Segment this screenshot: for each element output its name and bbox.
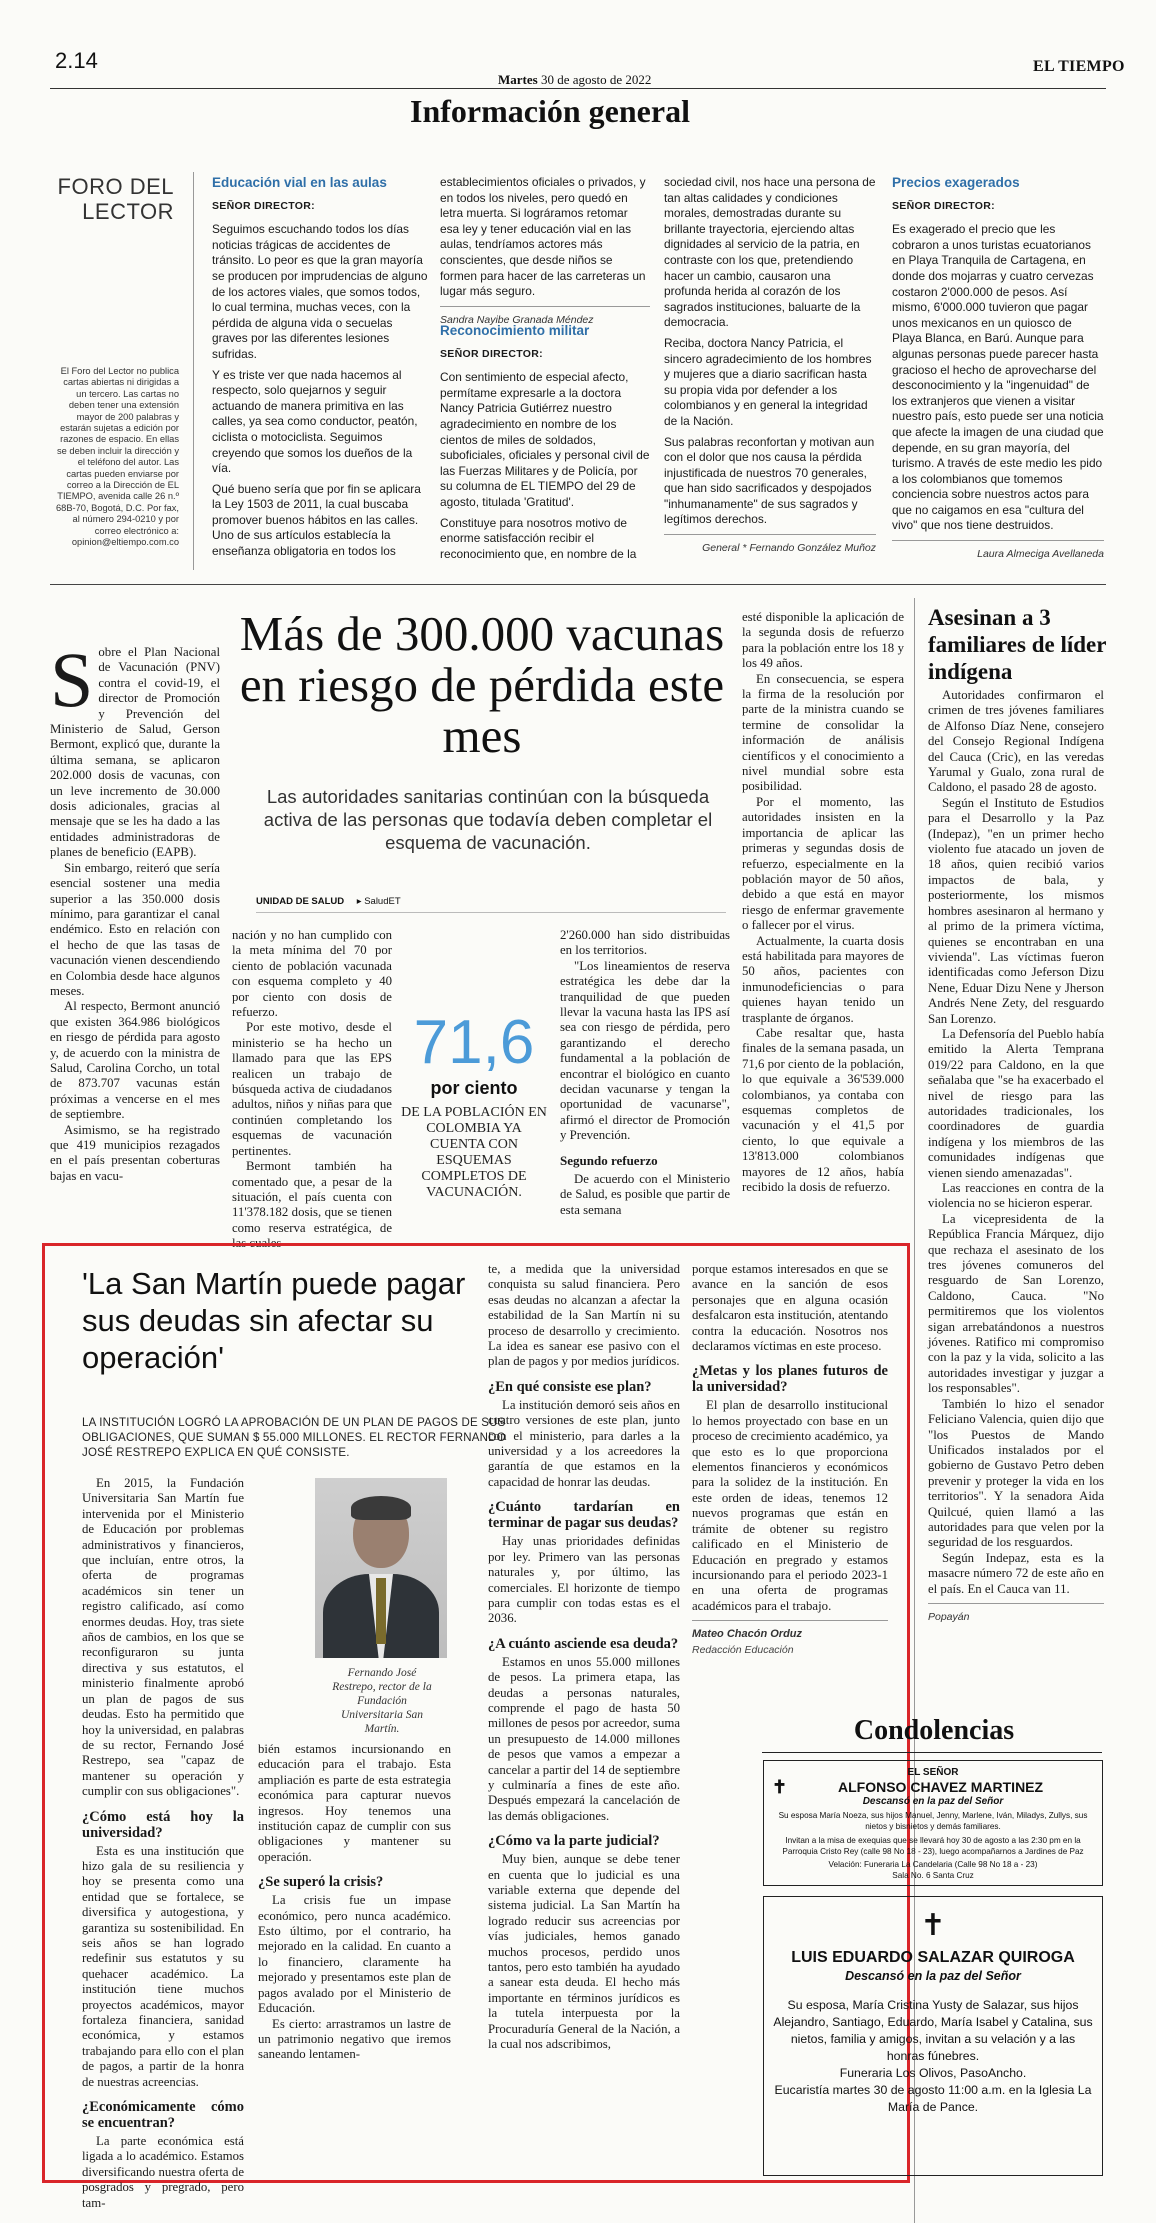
indigena-p7: Según Indepaz, esta es la masacre número 72 de este año en el país. En el Cauca van 11. [928, 1550, 1104, 1596]
obituary-salazar [763, 1896, 1103, 2176]
letter3-signature: Laura Almeciga Avellaneda [892, 540, 1104, 563]
letter3-p1: Es exagerado el precio que les cobraron a unos turistas ecuatorianos en Playa Tranquila de Cartagena, en donde dos mojarras y cuatro cervezas costaron 2'000.000 de pesos. Así mismo, 6'000.000 tuvieron que pagar unos mexicanos en un quiosco de Playa Blanca, en Barú. Aunque para algunas personas puede parecer hasta gracioso el hecho de aprovecharse del desconocimiento y la "ingenuidad" de los extranjeros que vienen a visitar nuestro país, esto puede ser una noticia que afecte la imagen de una ciudad que depende, en su gran mayoría, del turismo. A través de este medio les pido a los colombianos que tomemos conciencia sobre nuestros actos para que no caigamos en esa "cultura del vivo" que nos tiene destruidos. [892, 222, 1104, 533]
letter1-p3: Qué bueno sería que por fin se aplicara la Ley 1503 de 2011, la cual buscaba promover buenos hábitos en las calles. Uno de sus artículos establecía la enseñanza obligatoria en todos los [212, 481, 421, 559]
vaccine-headline: Más de 300.000 vacunas en riesgo de pérdida este mes [239, 606, 725, 763]
indigena-p6: También lo hizo el senador Feliciano Valencia, quien dijo que "los Puestos de Mando Unificados instalados por el gobierno de Gustavo Petro deben prevenir y proteger la vida en los territorios". Y la senadora Aida Quilcué, quien llamó a las autoridades para que velen por la seguridad de los resguardos. [928, 1396, 1104, 1550]
stat-caption: DE LA POBLACIÓN EN COLOMBIA YA CUENTA CON ESQUEMAS COMPLETOS DE VACUNACIÓN. [401, 1105, 547, 1200]
letter2-continued [664, 175, 876, 557]
header-rule [50, 88, 1106, 89]
sanmartin-a4: La institución demoró seis años en cuatro versiones de este plan, junto con el ministerio, para darles a la universidad y a los acreedores la garantía de que estamos en la capacidad de honrar las deudas. [488, 1397, 680, 1489]
sanmartin-a7: Muy bien, aunque se debe tener en cuenta que lo judicial es una variable externa que depende del sistema judicial. La San Martín ha logrado reducir sus acreencias por vías judiciales, hemos ganado muchos procesos, perdido unos tantos, pero esto también ha ayudado a sanear esta deuda. El hecho más importante en términos jurídicos es la tutela interpuesta por la Procuraduría General de la Nación, a la cual nos adscribimos, [488, 1852, 680, 2052]
indigena-body [928, 688, 1104, 1625]
vaccine-twitter: SaludET [364, 896, 401, 907]
foro-title-line2: LECTOR [82, 199, 174, 224]
letter1-p1: Seguimos escuchando todos los días noticias trágicas de accidentes de tránsito. Lo peor es que la gran mayoría se producen por imprudencias de alguno de los actores viales, que somos todos, lo cual termina, muchas veces, con la pérdida de alguna vida o secuelas graves por las diferentes lesiones sufridas. [212, 222, 428, 361]
sanmartin-col1-p1: En 2015, la Fundación Universitaria San Martín fue intervenida por el Ministerio de Educación por problemas administrativos y financieros, que incluían, entre otros, la oferta de programas académicos sin tener un registro calificado, así como enormes deudas. Hoy, tras siete años de cambios, en los que se reconfiguraron su junta directiva y sus estatutos, el ministerio finalmente aprobó un plan de pagos de sus deudas. Esto ha permitido que hoy la universidad, en palabras de su rector, Fernando José Restrepo, sea "capaz de mantener su operación y cumplir con sus obligaciones". [82, 1476, 244, 1799]
sanmartin-q5: ¿Cuánto tardarían en terminar de pagar sus deudas? [488, 1499, 680, 1532]
obit1-sala: Sala No. 6 Santa Cruz [892, 1870, 974, 1880]
obit2-text: Su esposa, María Cristina Yusty de Salazar, sus hijos Alejandro, Santiago, Eduardo, María Isabel y Catalina, sus nietos, familia y amigos, invitan a su velación y a las honras fúnebres. [773, 1998, 1093, 2063]
sanmartin-signature-role: Redacción Educación [692, 1643, 794, 1656]
obit1-top: EL SEÑOR [907, 1767, 959, 1778]
sanmartin-a3b: Es cierto: arrastramos un lastre de un patrimonio negativo que iremos saneando lentamen- [258, 2016, 451, 2062]
twitter-icon: ▸ [356, 896, 362, 907]
indigena-p4: Las reacciones en contra de la violencia no se hicieron esperar. [928, 1181, 1104, 1211]
obituary-chavez [763, 1760, 1103, 1886]
sanmartin-col2-p1: bién estamos incursionando en educación para el trabajo. Esta ampliación es parte de esta estrategia económica para capturar nuevos ingresos. Hoy tenemos una institución capaz de cumplir con sus obligaciones y mantener su operación. [258, 1742, 451, 1864]
sanmartin-q7: ¿Cómo va la parte judicial? [488, 1833, 660, 1850]
sanmartin-a2: La parte económica está ligada a lo académico. Estamos diversificando nuestra oferta de posgrados y pregrado, pero tam- [82, 2134, 244, 2210]
condolencias-title: Condolencias [853, 1715, 1015, 1746]
obit1-name: ALFONSO CHAVEZ MARTINEZ [838, 1779, 1044, 1795]
vaccine-col1-p3: Al respecto, Bermont anunció que existen 364.986 biológicos en riesgo de pérdida para agosto y, de acuerdo con la ministra de Salud, Carolina Corcho, un total de 873.707 vacunas están próximas a vencerse en el mes de septiembre. [50, 999, 220, 1122]
vaccine-col1-p2: Sin embargo, reiteró que sería esencial sostener una media superior a las 350.000 dosis mínimo, para garantizar el canal endémico. Esto en relación con el hecho de que las tasas de vacunación vienen descendiendo en Colombia desde hace algunos meses. [50, 860, 220, 998]
sanmartin-q8: ¿Metas y los planes futuros de la universidad? [692, 1363, 888, 1396]
letter3-heading: Precios exagerados [892, 175, 1020, 190]
obit1-velacion: Velación: Funeraria La Candelaria (Calle 98 No 18 a - 23) [828, 1860, 1038, 1869]
sanmartin-q6: ¿A cuánto asciende esa deuda? [488, 1635, 679, 1652]
letter3-salutation: SEÑOR DIRECTOR: [892, 199, 995, 212]
indigena-signature: Popayán [928, 1603, 1104, 1625]
obit1-sub: Descansó en la paz del Señor [862, 1796, 1004, 1807]
vaccine-col2 [232, 928, 392, 1252]
letter2-p3: sociedad civil, nos hace una persona de tan altas calidades y condiciones morales, demostradas durante su brillante trayectoria, ejerciendo altas dignidades al servicio de la patria, en contraste con los que, pretendiendo hacer un cambio, causaron una profunda herida al corazón de los sagrados instituciones, baluarte de la democracia. [664, 175, 876, 330]
vaccine-stat-callout [400, 1010, 548, 1201]
letter2-p5: Sus palabras reconfortan y motivan aun con el dolor que nos causa la pérdida injustificada de nuestros 70 generales, que han sido sacrificados y despojados "inhumanamente" de sus sagrados y legítimos derechos. [664, 434, 875, 527]
indigena-headline: Asesinan a 3 familiares de líder indígena [928, 605, 1107, 684]
foro-rules: El Foro del Lector no publica cartas abiertas ni dirigidas a un tercero. Las cartas no deben tener una extensión mayor de 200 palabras y estarán sujetas a edición por razones de espacio. En ellas se deben incluir la dirección y el teléfono del autor. Las cartas pueden enviarse por correo a la Dirección de EL TIEMPO, avenida calle 26 n.º 68B-70, Bogotá, D.C. Por fax, al número 294-0210 y por correo electrónico a: opinion@eltiempo.com.co [56, 366, 179, 548]
sanmartin-col4 [692, 1262, 888, 1658]
sanmartin-lead: LA INSTITUCIÓN LOGRÓ LA APROBACIÓN DE UN PLAN DE PAGOS DE SUS OBLIGACIONES, QUE SUMAN $ 55.000 MILLONES. EL RECTOR FERNANDO JOSÉ RESTREPO EXPLICA EN QUÉ CONSISTE. [82, 1417, 506, 1459]
vaccine-col4 [742, 610, 904, 1195]
vaccine-col3-p2: "Los lineamientos de reserva estratégica les debe dar la tranquilidad de que pueden llevar la vacuna hasta las IPS así sea con riesgo de pérdida, pero garantizando el derecho fundamental a la población de encontrar el biológico en cuanto decidan vacunarse y tengan la oportunidad de vacunarse", afirmó el director de Promoción y Prevención. [560, 958, 730, 1143]
vaccine-col3 [560, 928, 730, 1218]
letter1-continued [440, 175, 650, 328]
vaccine-col4-p1: esté disponible la aplicación de la segunda dosis de refuerzo para la población entre los 18 y los 49 años. [742, 610, 904, 671]
letter1-p2: Y es triste ver que nada hacemos al respecto, solo quejarnos y seguir actuando de manera primitiva en las calles, ya sea como conductor, peatón, ciclista o motociclista. Seguimos creyendo que somos los dueños de la vía. [212, 367, 418, 476]
sanmartin-col2 [258, 1742, 451, 2063]
letter2-p4: Reciba, doctora Nancy Patricia, el sincero agradecimiento de los hombres y mujeres que a diario sacrifican hasta su propia vida por defender a los colombianos y en general la integridad de la Nación. [664, 335, 872, 428]
vaccine-byline [256, 896, 401, 907]
vaccine-col1-p1: obre el Plan Nacional de Vacunación (PNV) contra el covid-19, el director de Promoción y Prevención del Ministerio de Salud, Gerson Bermont, explicó que, durante la última semana, se aplicaron 202.000 dosis de vacunas, con un leve incremento de 30.000 dosis adicionales, gracias al mensaje que se les ha dado a las entidades administradoras de planes de beneficio (EAPB). [50, 645, 220, 860]
photo-caption: Fernando José Restrepo, rector de la Fundación Universitaria San Martín. [332, 1667, 432, 1735]
sanmartin-col3 [488, 1262, 680, 2052]
tie-shape [376, 1578, 386, 1644]
letter2-salutation: SEÑOR DIRECTOR: [440, 347, 543, 360]
vaccine-byline-rule [256, 912, 726, 913]
obit2-mass: Eucaristía martes 30 de agosto 11:00 a.m. en la Iglesia La María de Pance. [774, 2083, 1092, 2114]
section-rule [50, 584, 1106, 585]
letter1-p4: establecimientos oficiales o privados, y en todos los niveles, pero quedó en letra muerta. Si lográramos retomar esa ley y tener educación vial en las aulas, tendríamos actores más conscientes, que desde niños se formen para hacer de las carreteras un lugar más seguro. [440, 175, 646, 299]
obit2-name: LUIS EDUARDO SALAZAR QUIROGA [791, 1949, 1075, 1966]
vaccine-col3-p3: De acuerdo con el Ministerio de Salud, es posible que partir de esta semana [560, 1171, 730, 1217]
vaccine-col2-p3: Bermont también ha comentado que, a pesar de la situación, el país cuenta con 11'378.182 dosis, que se tienen como reserva estratégica, de las cuales [232, 1159, 392, 1251]
foro-title [56, 174, 174, 224]
sanmartin-col3-p1: te, a medida que la universidad conquista su salud financiera. Pero esas deudas no alcanzan a afectar la estabilidad de la San Martín ni su proceso de desarrollo y crecimiento. La idea es sanear ese pasivo con el plan de pagos y por medios jurídicos. [488, 1262, 680, 1369]
sanmartin-a3: La crisis fue un impase económico, pero nunca académico. Esto último, por el contrario, ha mejorado en la calidad. En cuanto a lo financiero, claramente ha mejorado y presentamos este plan de pagos avalado por el Ministerio de Educación. [258, 1893, 451, 2016]
letter-precios-exagerados [892, 175, 1104, 563]
sanmartin-a5: Hay unas prioridades definidas por ley. Primero van las personas naturales y, por último, las comerciales. El horizonte de tiempo para cumplir con todas estas es el 2036. [488, 1534, 680, 1626]
sanmartin-col1 [82, 1476, 244, 2211]
section-title: Información general [410, 93, 690, 129]
vaccine-col1-p4: Asimismo, se ha registrado que 419 municipios rezagados en el país presentan coberturas bajas en vacu- [50, 1122, 220, 1183]
indigena-p3: La Defensoría del Pueblo había emitido la Alerta Temprana 019/22 para Caldono, en la que señalaba que "se ha exacerbado el nivel de riesgo para las autoridades tradicionales, los coordinadores de guardia indígena y los miembros de las comunidades indígenas que vienen siendo amenazadas". [928, 1026, 1104, 1180]
letter-reconocimiento-militar [440, 323, 650, 567]
sanmartin-q2: ¿Económicamente cómo se encuentran? [82, 2099, 244, 2132]
condolencias-rule [762, 1752, 1102, 1753]
obit1-mass: Invitan a la misa de exequias que se llevará hoy 30 de agosto a las 2:30 pm en la Parroquia Cristo Rey (calle 98 No 18 - 23), luego acompañarnos a Jardines de Paz [782, 1836, 1084, 1856]
sanmartin-a6: Estamos en unos 55.000 millones de pesos. La primera etapa, las deudas a personas naturales, comprende el pago de hasta 50 millones de pesos por acreedor, suma un presupuesto de 14.000 millones de pesos que vamos a empezar a cancelar a partir del 14 de septiembre y culminaría a fines de este año. Después empezará la cancelación de las demás obligaciones. [488, 1654, 680, 1823]
stat-value: 71,6 [413, 1008, 535, 1077]
vaccine-col3-p1: 2'260.000 han sido distribuidas en los territorios. [560, 928, 730, 958]
sanmartin-a1: Esta es una institución que hizo gala de su resiliencia y hoy se presenta como una entidad que se fortalece, se diversifica y autogestiona, y garantiza su sostenibilidad. En seis años se han logrado redefinir sus estatutos y su quehacer académico. La institución tiene muchos proyectos académicos, mayor fortaleza financiera, sanidad económica, y estamos trabajando para ello con el plan de pagos, a partir de la honra de nuestras acreencias. [82, 1843, 244, 2089]
sanmartin-signature: Mateo Chacón Orduz [692, 1620, 888, 1642]
letter2-heading: Reconocimiento militar [440, 323, 590, 338]
sanmartin-headline: 'La San Martín puede pagar sus deudas sin afectar su operación' [82, 1266, 466, 1375]
vaccine-col2-p2: Por este motivo, desde el ministerio se ha hecho un llamado para que las EPS realicen un trabajo de búsqueda activa de ciudadanos adultos, niños y niñas para que continúen completando los esquemas de vacunación pertinentes. [232, 1020, 392, 1158]
foro-title-line1: FORO DEL [57, 174, 174, 199]
vaccine-dropcap: S [50, 636, 94, 723]
page-number: 2.14 [55, 48, 98, 73]
vaccine-subheadline: Las autoridades sanitarias continúan con la búsqueda activa de las personas que todavía deben completar el esquema de vacunación. [263, 786, 713, 853]
hair-shape [351, 1496, 411, 1520]
vaccine-col4-p5: Cabe resaltar que, hasta finales de la semana pasada, un 71,6 por ciento de la población, lo que equivale a 36'539.000 colombianos, ya contaba con esquemas completos de vacunación y el 41,5 por ciento, lo que equivale a 13'813.000 colombianos mayores de 12 años, había recibido la dosis de refuerzo. [742, 1025, 904, 1195]
indigena-p5: La vicepresidenta de la República Francia Márquez, dijo que rechaza el asesinato de los tres jóvenes comuneros del resguardo de San Lorenzo, Caldono, Cauca. "No permitiremos que los violentos sigan arrebatándonos a nuestros jóvenes. Ratifico mi compromiso con la paz y la vida, solicito a las autoridades investigar y juzgar a los responsables". [928, 1211, 1104, 1396]
letter-educacion-vial [212, 175, 430, 565]
foro-divider [193, 172, 194, 570]
sanmartin-q3: ¿Se superó la crisis? [258, 1874, 384, 1891]
date-rest: 30 de agosto de 2022 [540, 72, 652, 87]
sanmartin-col4-p1: porque estamos interesados en que se avance en la sanción de esos personajes que en alguna ocasión desfalcaron esta institución, atentando contra la educación. Nosotros nos declaramos víctimas en este proceso. [692, 1262, 888, 1354]
obit2-funeraria: Funeraria Los Olivos, PasoAncho. [839, 2066, 1027, 2080]
vaccine-col4-p4: Actualmente, la cuarta dosis está habilitada para mayores de 50 años, pacientes con inmunodeficiencias o para quienes hayan tenido un trasplante de órganos. [742, 933, 904, 1025]
letter1-signature: Sandra Nayibe Granada Méndez [440, 306, 650, 329]
sanmartin-q1: ¿Cómo está hoy la universidad? [82, 1808, 244, 1841]
cross-icon-large: ✝ [920, 1909, 946, 1942]
vaccine-col4-p3: Por el momento, las autoridades insisten en la importancia de aplicar las primeras y segundas dosis de refuerzo, especialmente en la población mayor de 50 años, debido a que está en mayor riesgo de enfermar gravemente o fallecer por el virus. [742, 794, 904, 933]
brand-logo: EL TIEMPO [1033, 58, 1125, 75]
obit1-name-row [772, 1778, 1094, 1796]
sanmartin-a8: El plan de desarrollo institucional lo hemos proyectado con base en un proceso de crecimiento académico, ya que esto es lo que proporciona elementos financieros y económicos para la solidez de la institución. En este orden de ideas, tenemos 12 nuevos programas que están en trámite de obtener su registro calificado en el Ministerio de Educación en pregrado y estamos incursionando para el periodo 2023-1 en una oferta de programas académicos para el trabajo. [692, 1398, 888, 1613]
date-day: Martes [498, 72, 538, 87]
obit1-text: Su esposa María Noeza, sus hijos Manuel, Jenny, Marlene, Iván, Miladys, Zullys, sus nietos y bisnietos y demás familiares. [778, 1811, 1088, 1831]
obit2-sub: Descansó en la paz del Señor [845, 1969, 1021, 1983]
indigena-p2: Según el Instituto de Estudios para el Desarrollo y la Paz (Indepaz), "en un primer hecho violento fue atacado un joven de 18 años, quien recibió varios impactos de bala, y posteriormente, los mismos hombres asesinaron al hermano y al primo de la primera víctima, quienes se encontraban en una vivienda". Las víctimas fueron identificadas como Jeferson Dizu Nene, Eduar Dizu Nene y Jherson Andrés Nene Zety, del resguardo San Lorenzo. [928, 795, 1104, 1026]
vaccine-col1 [50, 636, 220, 1184]
date-line [498, 72, 651, 88]
vaccine-col2-p1: nación y no han cumplido con la meta mínima del 70 por ciento de población vacunada con esquema completo y 40 por ciento con dosis de refuerzo. [232, 928, 392, 1020]
letter2-signature: General * Fernando González Muñoz [664, 534, 876, 557]
sanmartin-q4: ¿En qué consiste ese plan? [488, 1378, 652, 1395]
letter1-heading: Educación vial en las aulas [212, 175, 387, 190]
indigena-p1: Autoridades confirmaron el crimen de tres jóvenes familiares de Alfonso Díaz Nene, consejero del Consejo Regional Indígena del Cauca (Cric), en las veredas Yarumal y Gualo, zona rural de Caldono, el pasado 28 de agosto. [928, 688, 1104, 795]
letter1-salutation: SEÑOR DIRECTOR: [212, 199, 315, 212]
vaccine-byline-desk: UNIDAD DE SALUD [256, 896, 345, 907]
letter2-p2: Constituye para nosotros motivo de enorme satisfacción recibir el reconocimiento que, en nombre de la [440, 515, 637, 561]
vaccine-col3-subheading: Segundo refuerzo [560, 1152, 658, 1168]
stat-unit: por ciento [430, 1078, 518, 1098]
vaccine-col4-p2: En consecuencia, se espera la firma de la resolución por parte de la ministra cuando se termine de consolidar la información de análisis científicos y el conocimiento a nivel mundial sobre esta posibilidad. [742, 671, 904, 794]
cross-icon: ✝ [772, 1777, 788, 1797]
letter2-p1: Con sentimiento de especial afecto, permítame expresarle a la doctora Nancy Patricia Gutiérrez nuestro agradecimiento en nombre de los cientos de miles de soldados, suboficiales, oficiales y personal civil de las Fuerzas Militares y de Policía, por su columna de EL TIEMPO del 29 de agosto, titulada 'Gratitud'. [440, 370, 650, 509]
rector-photo [315, 1478, 447, 1658]
